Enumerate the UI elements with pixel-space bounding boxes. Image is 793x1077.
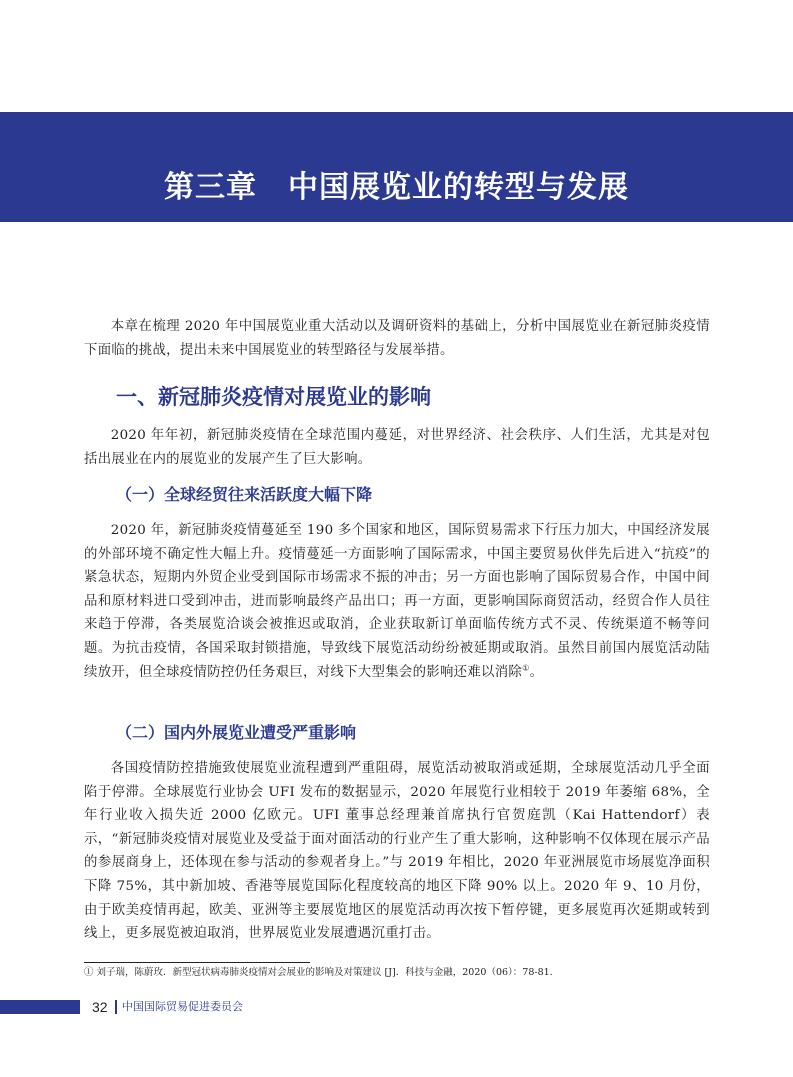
footnote: ① 刘子瑞，陈蔚玫．新型冠状病毒肺炎疫情对会展业的影响及对策建议 [J]．科技与金融，2020（06）：78-81.: [84, 967, 553, 978]
intro-paragraph: 本章在梳理 2020 年中国展览业重大活动以及调研资料的基础上，分析中国展览业在新冠肺炎疫情下面临的挑战，提出未来中国展览业的转型路径与发展举措。: [84, 319, 710, 358]
footnote-divider: [84, 962, 310, 963]
section-paragraph: 2020 年年初，新冠肺炎疫情在全球范围内蔓延，对世界经济、社会秩序、人们生活，尤其是对包括出展业在内的展览业的发展产生了巨大影响。: [84, 428, 710, 467]
publisher-name: 中国国际贸易促进委员会: [122, 1000, 243, 1013]
subsection-paragraph-1: [84, 519, 710, 684]
chapter-title: 第三章 中国展览业的转型与发展: [164, 170, 629, 206]
footer-divider: [115, 1000, 117, 1014]
page-number: 32: [92, 999, 108, 1015]
subsection-paragraph-2: 各国疫情防控措施致使展览业流程遭到严重阻碍，展览活动被取消或延期，全球展览活动几乎全面陷于停滞。全球展览行业协会 UFI 发布的数据显示，2020 年展览行业相较于 2019 年萎缩 68%，全年行业收入损失近 2000 亿欧元。UFI 董事总经理兼首席执行官贺庭凯（Kai Hattendorf）表示，“新冠肺炎疫情对展览业及受益于面对面活动的行业产生了重大影响，这种影响不仅体现在展示产品的参展商身上，还体现在参与活动的参观者身上。”与 2019 年相比，2020 年亚洲展览市场展览净面积下降 75%，其中新加坡、香港等展览国际化程度较高的地区下降 90% 以上。2020 年 9、10 月份，由于欧美疫情再起，欧美、亚洲等主要展览地区的展览活动再次按下暂停键，更多展览再次延期或转到线上，更多展览被迫取消，世界展览业发展遭遇沉重打击。: [84, 761, 710, 942]
section-heading: 一、新冠肺炎疫情对展览业的影响: [116, 384, 431, 409]
subsection-heading-1: （一）全球经贸往来活跃度大幅下降: [116, 485, 373, 504]
footnote-reference[interactable]: ①: [522, 663, 530, 673]
subsection-paragraph-1-text: 2020 年，新冠肺炎疫情蔓延至 190 多个国家和地区，国际贸易需求下行压力加大，中国经济发展的外部环境不确定性大幅上升。疫情蔓延一方面影响了国际需求，中国主要贸易伙伴先后进入“抗疫”的紧急状态，短期内外贸企业受到国际市场需求不振的冲击；另一方面也影响了国际贸易合作，中国中间品和原材料进口受到冲击，进而影响最终产品出口；再一方面，更影响国际商贸活动，经贸合作人员往来趋于停滞，各类展览洽谈会被推迟或取消，企业获取新订单面临传统方式不灵、传统渠道不畅等问题。为抗击疫情，各国采取封锁措施，导致线下展览活动纷纷被延期或取消。虽然目前国内展览活动陆续放开，但全球疫情防控仍任务艰巨，对线下大型集会的影响还难以消除: [84, 523, 710, 680]
subsection-paragraph-1-end: 。: [529, 664, 544, 680]
footer-accent-bar: [0, 1000, 80, 1014]
subsection-heading-2: （二）国内外展览业遭受严重影响: [116, 723, 357, 742]
